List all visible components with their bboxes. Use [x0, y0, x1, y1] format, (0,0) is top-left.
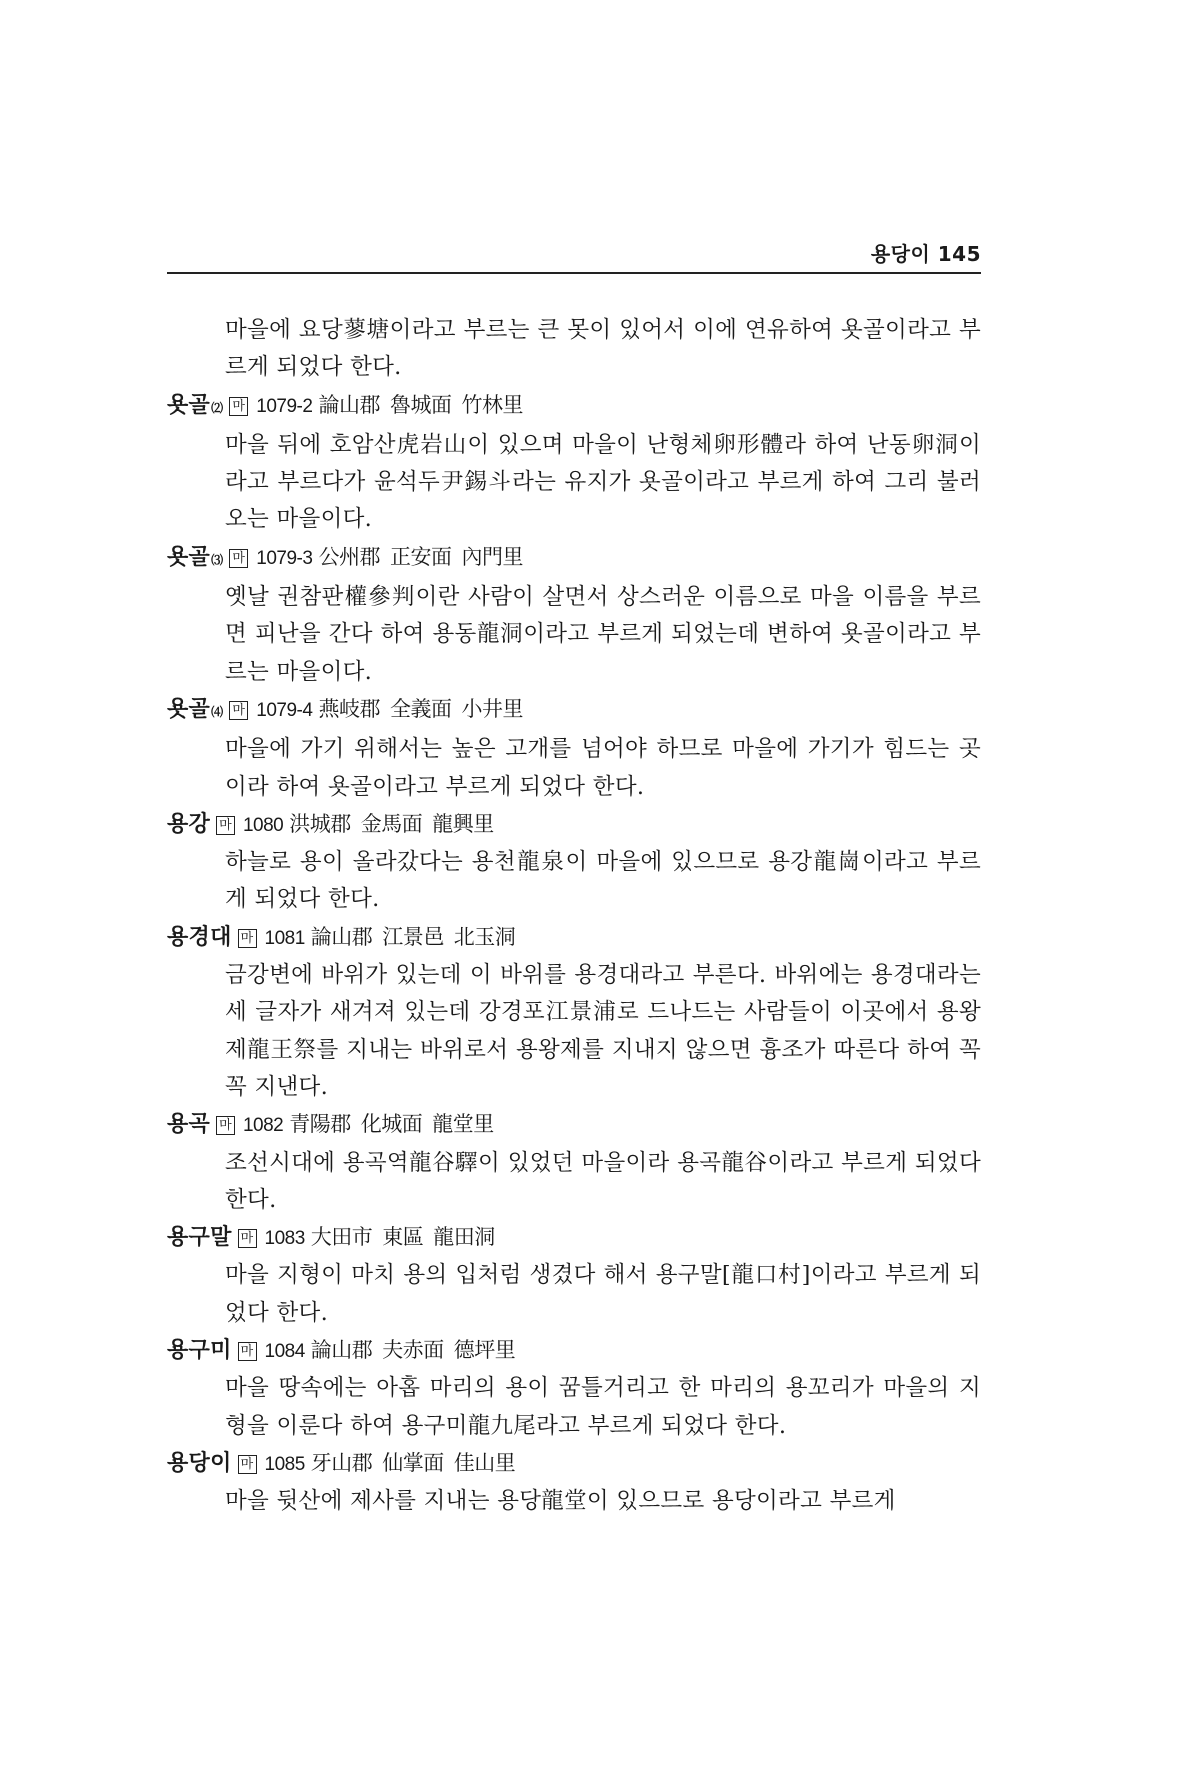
entry-heading — [167, 1106, 981, 1144]
entry-heading — [167, 1332, 981, 1370]
entry-description: 조선시대에 용곡역龍谷驛이 있었던 마을이라 용곡龍谷이라고 부르게 되었다 한다. — [225, 1149, 981, 1213]
village-mark: 마 — [216, 1116, 235, 1135]
dictionary-entry — [167, 806, 981, 919]
entry-township: 夫赤面 — [382, 1338, 444, 1363]
entry-village: 內門里 — [461, 544, 523, 569]
entry-village: 佳山里 — [453, 1450, 516, 1475]
entry-township: 金馬面 — [360, 811, 423, 836]
page-header — [167, 238, 981, 274]
village-mark: 마 — [238, 1229, 257, 1248]
entry-village: 小井里 — [461, 696, 523, 721]
entry-variant-number: ⑷ — [211, 704, 224, 719]
entry-county: 燕岐郡 — [318, 696, 380, 721]
entry-heading — [167, 1445, 981, 1483]
entry-village: 龍興里 — [432, 811, 494, 836]
dictionary-entry — [167, 1106, 981, 1219]
village-mark: 마 — [238, 929, 257, 948]
entry-number: 1083 — [264, 1228, 305, 1250]
entry-headword: 용곡 — [167, 1112, 211, 1138]
entry-village: 龍堂里 — [432, 1112, 494, 1137]
entry-number: 1082 — [242, 1115, 284, 1137]
entry-headword: 욧골 — [167, 392, 211, 418]
entry-heading — [167, 539, 981, 579]
entry-township: 仙掌面 — [382, 1450, 444, 1475]
running-head-title: 용당이 — [870, 242, 931, 266]
entry-number: 1079-4 — [256, 699, 313, 721]
entry-heading — [167, 691, 981, 731]
entry-county: 公州郡 — [318, 544, 380, 569]
entry-county: 大田市 — [310, 1225, 373, 1250]
entry-description: 옛날 권참판權參判이란 사람이 살면서 상스러운 이름으로 마을 이름을 부르면 피난을 간다 하여 용동龍洞이라고 부르게 되었는데 변하여 욧골이라고 부르는 마을이다. — [225, 584, 981, 685]
entry-township: 全義面 — [389, 696, 452, 721]
entry-description: 하늘로 용이 올라갔다는 용천龍泉이 마을에 있으므로 용강龍崗이라고 부르게 되었다 한다. — [225, 849, 981, 913]
entry-county: 論山郡 — [310, 924, 373, 949]
entry-number: 1085 — [264, 1453, 305, 1475]
entry-village: 德坪里 — [453, 1338, 516, 1363]
entry-variant-number: ⑶ — [211, 552, 224, 567]
entry-headword: 용구미 — [167, 1338, 232, 1364]
entry-list — [167, 387, 981, 1521]
entry-village: 北玉洞 — [453, 924, 516, 949]
entry-description: 마을 지형이 마치 용의 입처럼 생겼다 해서 용구말[龍口村]이라고 부르게 되었다 한다. — [225, 1262, 981, 1326]
entry-township: 化城面 — [360, 1112, 423, 1137]
entry-county: 洪城郡 — [289, 811, 351, 836]
entry-number: 1084 — [264, 1341, 305, 1363]
entry-village: 龍田洞 — [433, 1225, 495, 1250]
continued-paragraph: 마을에 요당蓼塘이라고 부르는 큰 못이 있어서 이에 연유하여 욧골이라고 부르게 되었다 한다. — [225, 317, 981, 381]
dictionary-entry — [167, 1332, 981, 1445]
dictionary-entry — [167, 919, 981, 1106]
entry-headword: 용구말 — [167, 1225, 232, 1251]
entry-county: 論山郡 — [318, 392, 380, 417]
running-head — [871, 238, 981, 267]
entry-description: 마을 뒤에 호암산虎岩山이 있으며 마을이 난형체卵形體라 하여 난동卵洞이라고 부르다가 윤석두尹錫斗라는 유지가 욧골이라고 부르게 하여 그리 불러오는 마을이다. — [225, 431, 981, 533]
entry-township: 正安面 — [389, 544, 452, 569]
entry-township: 魯城面 — [389, 392, 452, 417]
entry-headword: 용당이 — [167, 1450, 232, 1476]
entry-county: 牙山郡 — [310, 1450, 373, 1475]
page-number: 145 — [937, 242, 981, 266]
entry-heading — [167, 919, 981, 957]
dictionary-entry — [167, 691, 981, 806]
entry-variant-number: ⑵ — [211, 400, 224, 415]
entry-headword: 용강 — [167, 811, 211, 837]
entry-number: 1080 — [242, 814, 284, 836]
village-mark: 마 — [216, 816, 235, 835]
village-mark: 마 — [229, 549, 248, 568]
village-mark: 마 — [229, 701, 248, 720]
village-mark: 마 — [238, 1342, 257, 1361]
entry-county: 青陽郡 — [289, 1112, 351, 1137]
entry-description: 금강변에 바위가 있는데 이 바위를 용경대라고 부른다. 바위에는 용경대라는 세 글자가 새겨져 있는데 강경포江景浦로 드나드는 사람들이 이곳에서 용왕제龍王祭를 지내는 바위로서 용왕제를 지내지 않으면 흉조가 따른다 하여 꼭꼭 지낸다. — [225, 962, 981, 1100]
entry-village: 竹林里 — [461, 392, 523, 417]
dictionary-entry — [167, 1445, 981, 1521]
entry-number: 1079-3 — [256, 547, 313, 569]
entry-number: 1081 — [264, 927, 305, 949]
entry-headword: 욧골 — [167, 696, 211, 722]
entry-number: 1079-2 — [256, 395, 313, 417]
entry-headword: 욧골 — [167, 544, 211, 570]
entry-headword: 용경대 — [167, 924, 232, 950]
entry-description: 마을에 가기 위해서는 높은 고개를 넘어야 하므로 마을에 가기가 힘드는 곳이라 하여 욧골이라고 부르게 되었다 한다. — [225, 736, 981, 800]
entry-township: 東區 — [382, 1225, 424, 1250]
dictionary-entry — [167, 387, 981, 539]
dictionary-body — [167, 312, 981, 1521]
entry-heading — [167, 806, 981, 844]
entry-description: 마을 뒷산에 제사를 지내는 용당龍堂이 있으므로 용당이라고 부르게 — [225, 1488, 896, 1515]
entry-township: 江景邑 — [382, 924, 444, 949]
dictionary-entry — [167, 539, 981, 691]
dictionary-entry — [167, 1219, 981, 1332]
entry-county: 論山郡 — [310, 1338, 373, 1363]
entry-description: 마을 땅속에는 아홉 마리의 용이 꿈틀거리고 한 마리의 용꼬리가 마을의 지형을 이룬다 하여 용구미龍九尾라고 부르게 되었다 한다. — [225, 1375, 981, 1439]
village-mark: 마 — [229, 397, 248, 416]
entry-heading — [167, 387, 981, 427]
entry-heading — [167, 1219, 981, 1257]
village-mark: 마 — [238, 1455, 257, 1474]
